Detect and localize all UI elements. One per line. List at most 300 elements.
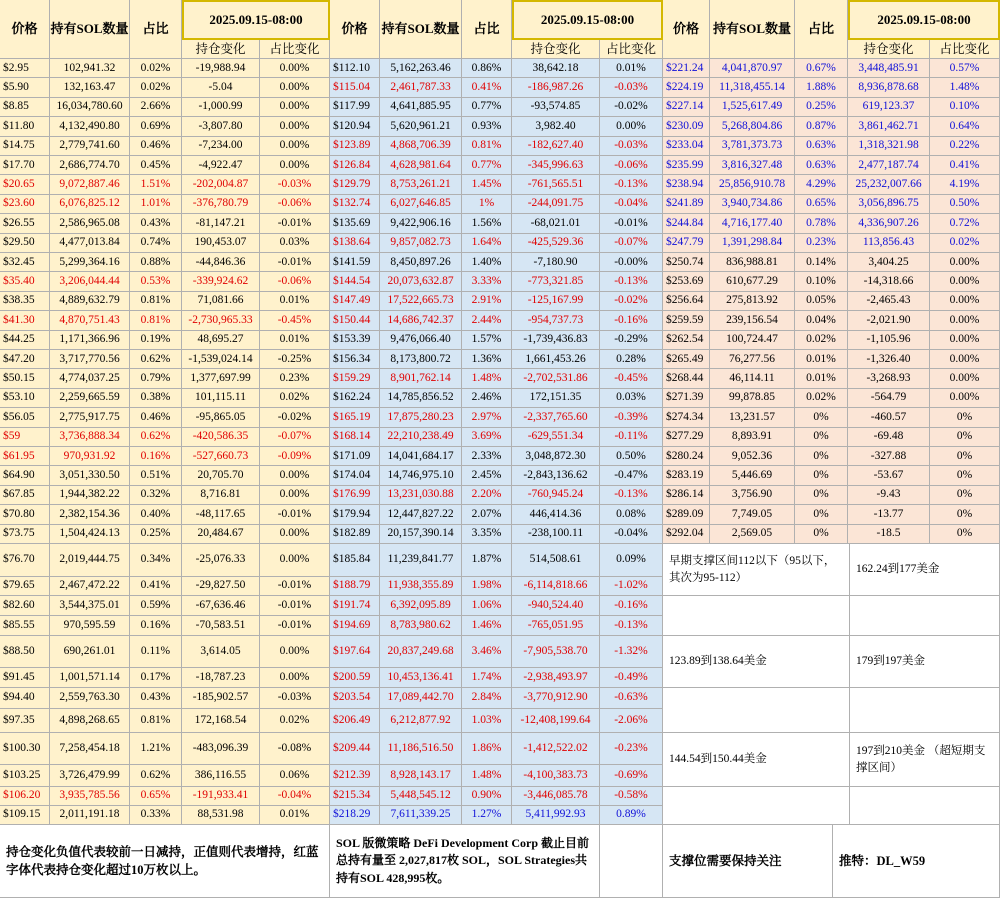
share-change-cell: 0.00% [930,292,1000,311]
change-cell: -2,021.90 [848,311,930,330]
share-change-cell: 0.00% [600,117,663,136]
share-cell: 2.97% [462,408,512,427]
share-change-cell: -0.13% [600,272,663,291]
holdings-cell: 2,011,191.18 [50,806,130,825]
share-cell: 0.19% [130,331,182,350]
share-change-cell: 0% [930,505,1000,524]
change-cell: 2,477,187.74 [848,156,930,175]
share-cell: 1.51% [130,175,182,194]
share-change-cell: 0.00% [930,389,1000,408]
holdings-cell: 9,422,906.16 [380,214,462,233]
footer-note: SOL 版微策略 DeFi Development Corp 截止目前总持有量至 2,027,817枚 SOL，SOL Strategies共持有SOL 428,995枚。 [330,825,600,898]
price-cell: $70.80 [0,505,50,524]
price-cell: $94.40 [0,688,50,709]
holdings-cell: 9,476,066.40 [380,331,462,350]
share-change-cell: -0.13% [600,616,663,636]
share-change-cell: 0.09% [600,544,663,577]
share-change-cell: -0.09% [260,447,330,466]
price-cell: $247.79 [663,234,710,253]
change-cell: 190,453.07 [182,234,260,253]
price-cell: $141.59 [330,253,380,272]
share-change-cell: 0.00% [260,59,330,78]
share-change-cell: -0.16% [600,311,663,330]
share-change-cell: -2.06% [600,709,663,733]
change-cell: 514,508.61 [512,544,600,577]
change-cell: -339,924.62 [182,272,260,291]
change-cell: 1,318,321.98 [848,137,930,156]
price-cell: $144.54 [330,272,380,291]
date-header: 2025.09.15-08:00 [182,0,330,40]
share-cell: 1.88% [795,78,848,97]
share-cell: 1.57% [462,331,512,350]
change-cell: -67,636.46 [182,596,260,616]
share-cell: 3.33% [462,272,512,291]
holdings-cell: 9,072,887.46 [50,175,130,194]
change-cell: -182,627.40 [512,137,600,156]
change-cell: -420,586.35 [182,428,260,447]
holdings-cell: 99,878.85 [710,389,795,408]
share-cell: 2.33% [462,447,512,466]
price-cell: $112.10 [330,59,380,78]
price-cell: $14.75 [0,137,50,156]
holdings-cell: 9,052.36 [710,447,795,466]
share-cell: 0.62% [130,350,182,369]
holdings-cell: 13,231,030.88 [380,486,462,505]
share-cell: 0.65% [130,787,182,806]
change-cell: -7,234.00 [182,137,260,156]
change-cell: -70,583.51 [182,616,260,636]
change-cell: -629,551.34 [512,428,600,447]
change-cell: -1,739,436.83 [512,331,600,350]
share-change-cell: 0.89% [600,806,663,825]
holdings-cell: 14,785,856.52 [380,389,462,408]
share-cell: 2.91% [462,292,512,311]
column-header-price: 价格 [330,0,380,59]
holdings-cell: 5,620,961.21 [380,117,462,136]
share-cell: 0.86% [462,59,512,78]
price-cell: $8.85 [0,98,50,117]
change-cell: -3,770,912.90 [512,688,600,709]
price-cell: $256.64 [663,292,710,311]
share-cell: 0.16% [130,616,182,636]
share-cell: 2.20% [462,486,512,505]
change-cell: -2,730,965.33 [182,311,260,330]
price-cell: $82.60 [0,596,50,616]
holdings-cell: 2,019,444.75 [50,544,130,577]
date-header: 2025.09.15-08:00 [848,0,1000,40]
share-cell: 0.02% [795,331,848,350]
change-cell: -125,167.99 [512,292,600,311]
share-change-cell: -0.03% [600,78,663,97]
holdings-cell: 3,816,327.48 [710,156,795,175]
price-cell: $29.50 [0,234,50,253]
change-cell: -327.88 [848,447,930,466]
share-change-cell: -0.58% [600,787,663,806]
support-zone-123: 123.89到138.64美金 [663,636,850,688]
price-cell: $38.35 [0,292,50,311]
holdings-cell: 6,212,877.92 [380,709,462,733]
holdings-cell: 100,724.47 [710,331,795,350]
change-cell: -202,004.87 [182,175,260,194]
price-cell: $120.94 [330,117,380,136]
price-cell: $129.79 [330,175,380,194]
share-change-cell: 0% [930,447,1000,466]
holdings-cell: 2,559,763.30 [50,688,130,709]
share-cell: 0.93% [462,117,512,136]
share-change-cell: -0.00% [600,253,663,272]
price-cell: $91.45 [0,668,50,688]
share-change-cell: -0.01% [600,214,663,233]
holdings-cell: 3,206,044.44 [50,272,130,291]
share-cell: 0.38% [130,389,182,408]
change-cell: 1,661,453.26 [512,350,600,369]
share-cell: 0.16% [130,447,182,466]
holdings-cell: 1,504,424.13 [50,525,130,544]
price-cell: $227.14 [663,98,710,117]
change-cell: -460.57 [848,408,930,427]
holdings-cell: 2,382,154.36 [50,505,130,524]
column-header-share-change: 占比变化 [930,40,1000,59]
share-change-cell: 0.06% [260,765,330,787]
holdings-cell: 11,938,355.89 [380,577,462,596]
holdings-cell: 12,447,827.22 [380,505,462,524]
change-cell: -25,076.33 [182,544,260,577]
share-change-cell: -0.01% [260,577,330,596]
column-header-holdings: 持有SOL数量 [50,0,130,59]
change-cell: -1,412,522.02 [512,733,600,765]
share-cell: 0% [795,408,848,427]
share-cell: 1.46% [462,616,512,636]
change-cell: -1,105.96 [848,331,930,350]
price-cell: $138.64 [330,234,380,253]
share-cell: 1.48% [462,369,512,388]
share-change-cell: 0.00% [260,466,330,485]
price-cell: $41.30 [0,311,50,330]
price-cell: $11.80 [0,117,50,136]
change-cell: -81,147.21 [182,214,260,233]
share-change-cell: 0% [930,525,1000,544]
holdings-cell: 8,173,800.72 [380,350,462,369]
price-cell: $100.30 [0,733,50,765]
price-cell: $203.54 [330,688,380,709]
share-change-cell: -0.02% [260,408,330,427]
share-cell: 0.87% [795,117,848,136]
change-cell: -425,529.36 [512,234,600,253]
holdings-cell: 239,156.54 [710,311,795,330]
price-cell: $23.60 [0,195,50,214]
share-change-cell: -0.07% [260,428,330,447]
price-cell: $235.99 [663,156,710,175]
price-cell: $61.95 [0,447,50,466]
change-cell: -2,337,765.60 [512,408,600,427]
price-cell: $79.65 [0,577,50,596]
share-cell: 0.67% [795,59,848,78]
share-change-cell: 0.23% [260,369,330,388]
share-cell: 0.05% [795,292,848,311]
price-cell: $206.49 [330,709,380,733]
share-cell: 0.81% [462,137,512,156]
change-cell: -1,326.40 [848,350,930,369]
price-cell: $168.14 [330,428,380,447]
share-cell: 0.01% [795,369,848,388]
share-cell: 0.51% [130,466,182,485]
change-cell: 88,531.98 [182,806,260,825]
price-cell: $73.75 [0,525,50,544]
holdings-cell: 20,837,249.68 [380,636,462,668]
share-change-cell: 0.02% [260,709,330,733]
price-cell: $289.09 [663,505,710,524]
share-change-cell: 0.50% [930,195,1000,214]
share-cell: 0.02% [130,78,182,97]
holdings-cell: 2,259,665.59 [50,389,130,408]
holdings-cell: 3,544,375.01 [50,596,130,616]
share-cell: 0.88% [130,253,182,272]
share-change-cell: 0.01% [600,59,663,78]
change-cell: -18.5 [848,525,930,544]
change-cell: 446,414.36 [512,505,600,524]
holdings-cell: 4,641,885.95 [380,98,462,117]
price-cell: $123.89 [330,137,380,156]
support-zone-early: 早期支撑区间112以下（95以下，其次为95-112） [663,544,850,596]
share-cell: 0.33% [130,806,182,825]
price-cell: $88.50 [0,636,50,668]
share-change-cell: -1.32% [600,636,663,668]
share-change-cell: 0.28% [600,350,663,369]
holdings-cell: 1,391,298.84 [710,234,795,253]
share-cell: 1.06% [462,596,512,616]
holdings-cell: 610,677.29 [710,272,795,291]
holdings-cell: 76,277.56 [710,350,795,369]
share-cell: 0.77% [462,98,512,117]
price-cell: $212.39 [330,765,380,787]
column-header-change: 持仓变化 [848,40,930,59]
support-spacer [850,596,1000,636]
price-cell: $147.49 [330,292,380,311]
holdings-cell: 5,162,263.46 [380,59,462,78]
price-cell: $64.90 [0,466,50,485]
share-cell: 1.03% [462,709,512,733]
share-change-cell: -0.39% [600,408,663,427]
share-change-cell: 0.00% [260,78,330,97]
holdings-cell: 3,781,373.73 [710,137,795,156]
change-cell: 71,081.66 [182,292,260,311]
share-change-cell: 0.50% [600,447,663,466]
share-change-cell: -0.03% [260,688,330,709]
share-cell: 1.36% [462,350,512,369]
price-cell: $268.44 [663,369,710,388]
share-cell: 0.01% [795,350,848,369]
footer-watch: 支撑位需要保持关注 [663,825,833,898]
share-cell: 2.66% [130,98,182,117]
holdings-cell: 2,779,741.60 [50,137,130,156]
price-cell: $197.64 [330,636,380,668]
holdings-cell: 14,041,684.17 [380,447,462,466]
change-cell: 386,116.55 [182,765,260,787]
share-change-cell: 0.00% [930,369,1000,388]
change-cell: -18,787.23 [182,668,260,688]
share-change-cell: 0.00% [260,486,330,505]
price-cell: $117.99 [330,98,380,117]
share-change-cell: -0.23% [600,733,663,765]
column-header-share: 占比 [462,0,512,59]
share-change-cell: -0.01% [260,616,330,636]
change-cell: -5.04 [182,78,260,97]
change-cell: 4,336,907.26 [848,214,930,233]
holdings-cell: 11,318,455.14 [710,78,795,97]
share-change-cell: -0.07% [600,234,663,253]
share-cell: 0.77% [462,156,512,175]
price-cell: $67.85 [0,486,50,505]
price-cell: $253.69 [663,272,710,291]
share-cell: 0.41% [462,78,512,97]
share-cell: 0.40% [130,505,182,524]
price-cell: $47.20 [0,350,50,369]
change-cell: -48,117.65 [182,505,260,524]
holdings-cell: 4,132,490.80 [50,117,130,136]
share-cell: 0.78% [795,214,848,233]
holdings-cell: 11,186,516.50 [380,733,462,765]
share-cell: 1.01% [130,195,182,214]
share-change-cell: -0.04% [600,525,663,544]
share-cell: 0.14% [795,253,848,272]
change-cell: -12,408,199.64 [512,709,600,733]
holdings-cell: 14,686,742.37 [380,311,462,330]
change-cell: -13.77 [848,505,930,524]
share-cell: 1.86% [462,733,512,765]
price-cell: $150.44 [330,311,380,330]
change-cell: -2,465.43 [848,292,930,311]
share-change-cell: -0.01% [260,596,330,616]
holdings-cell: 2,569.05 [710,525,795,544]
share-cell: 0.46% [130,408,182,427]
share-change-cell: -0.04% [260,787,330,806]
price-cell: $2.95 [0,59,50,78]
price-cell: $103.25 [0,765,50,787]
share-change-cell: -0.69% [600,765,663,787]
holdings-cell: 132,163.47 [50,78,130,97]
support-spacer [850,688,1000,733]
holdings-cell: 1,525,617.49 [710,98,795,117]
price-cell: $230.09 [663,117,710,136]
price-cell: $274.34 [663,408,710,427]
share-cell: 0.59% [130,596,182,616]
price-cell: $241.89 [663,195,710,214]
price-cell: $76.70 [0,544,50,577]
share-change-cell: 0.08% [600,505,663,524]
share-cell: 0.25% [130,525,182,544]
change-cell: -53.67 [848,466,930,485]
holdings-cell: 4,041,870.97 [710,59,795,78]
holdings-cell: 9,857,082.73 [380,234,462,253]
price-cell: $56.05 [0,408,50,427]
change-cell: 172,151.35 [512,389,600,408]
holdings-cell: 3,717,770.56 [50,350,130,369]
change-cell: -3,807.80 [182,117,260,136]
share-cell: 1.74% [462,668,512,688]
share-cell: 2.07% [462,505,512,524]
share-change-cell: 0.00% [260,98,330,117]
share-change-cell: 1.48% [930,78,1000,97]
holdings-cell: 17,522,665.73 [380,292,462,311]
share-change-cell: 4.19% [930,175,1000,194]
change-cell: 3,056,896.75 [848,195,930,214]
share-cell: 1.87% [462,544,512,577]
change-cell: -29,827.50 [182,577,260,596]
price-cell: $188.79 [330,577,380,596]
change-cell: 38,642.18 [512,59,600,78]
share-cell: 0.81% [130,311,182,330]
holdings-cell: 14,746,975.10 [380,466,462,485]
share-change-cell: -0.13% [600,175,663,194]
change-cell: -1,000.99 [182,98,260,117]
share-cell: 0% [795,505,848,524]
footer-author: 推特：DL_W59 [833,825,1000,898]
change-cell: -760,945.24 [512,486,600,505]
change-cell: -376,780.79 [182,195,260,214]
share-cell: 3.46% [462,636,512,668]
holdings-cell: 1,944,382.22 [50,486,130,505]
holdings-cell: 3,736,888.34 [50,428,130,447]
share-cell: 0.32% [130,486,182,505]
column-header-share-change: 占比变化 [600,40,663,59]
share-change-cell: 0.00% [930,272,1000,291]
share-change-cell: 0% [930,466,1000,485]
holdings-cell: 16,034,780.60 [50,98,130,117]
share-cell: 0.25% [795,98,848,117]
change-cell: -69.48 [848,428,930,447]
column-header-holdings: 持有SOL数量 [710,0,795,59]
holdings-cell: 4,774,037.25 [50,369,130,388]
price-cell: $115.04 [330,78,380,97]
change-cell: -2,702,531.86 [512,369,600,388]
share-change-cell: 0.00% [930,350,1000,369]
price-cell: $280.24 [663,447,710,466]
share-cell: 1.64% [462,234,512,253]
price-cell: $271.39 [663,389,710,408]
price-cell: $244.84 [663,214,710,233]
share-cell: 0.74% [130,234,182,253]
share-cell: 0.53% [130,272,182,291]
change-cell: -765,051.95 [512,616,600,636]
change-cell: 1,377,697.99 [182,369,260,388]
change-cell: 8,936,878.68 [848,78,930,97]
price-cell: $277.29 [663,428,710,447]
price-cell: $224.19 [663,78,710,97]
change-cell: 619,123.37 [848,98,930,117]
change-cell: -940,524.40 [512,596,600,616]
holdings-cell: 20,157,390.14 [380,525,462,544]
share-cell: 0.81% [130,709,182,733]
price-cell: $17.70 [0,156,50,175]
share-change-cell: 0% [930,428,1000,447]
share-change-cell: -0.25% [260,350,330,369]
share-change-cell: 0.00% [930,311,1000,330]
change-cell: 3,614.05 [182,636,260,668]
change-cell: -7,180.90 [512,253,600,272]
change-cell: 8,716.81 [182,486,260,505]
column-header-change: 持仓变化 [182,40,260,59]
price-cell: $185.84 [330,544,380,577]
holdings-cell: 1,001,571.14 [50,668,130,688]
column-header-price: 价格 [0,0,50,59]
holdings-cell: 4,889,632.79 [50,292,130,311]
price-cell: $292.04 [663,525,710,544]
change-cell: -68,021.01 [512,214,600,233]
price-cell: $233.04 [663,137,710,156]
share-change-cell: -0.06% [260,272,330,291]
holdings-cell: 3,935,785.56 [50,787,130,806]
share-cell: 0.17% [130,668,182,688]
